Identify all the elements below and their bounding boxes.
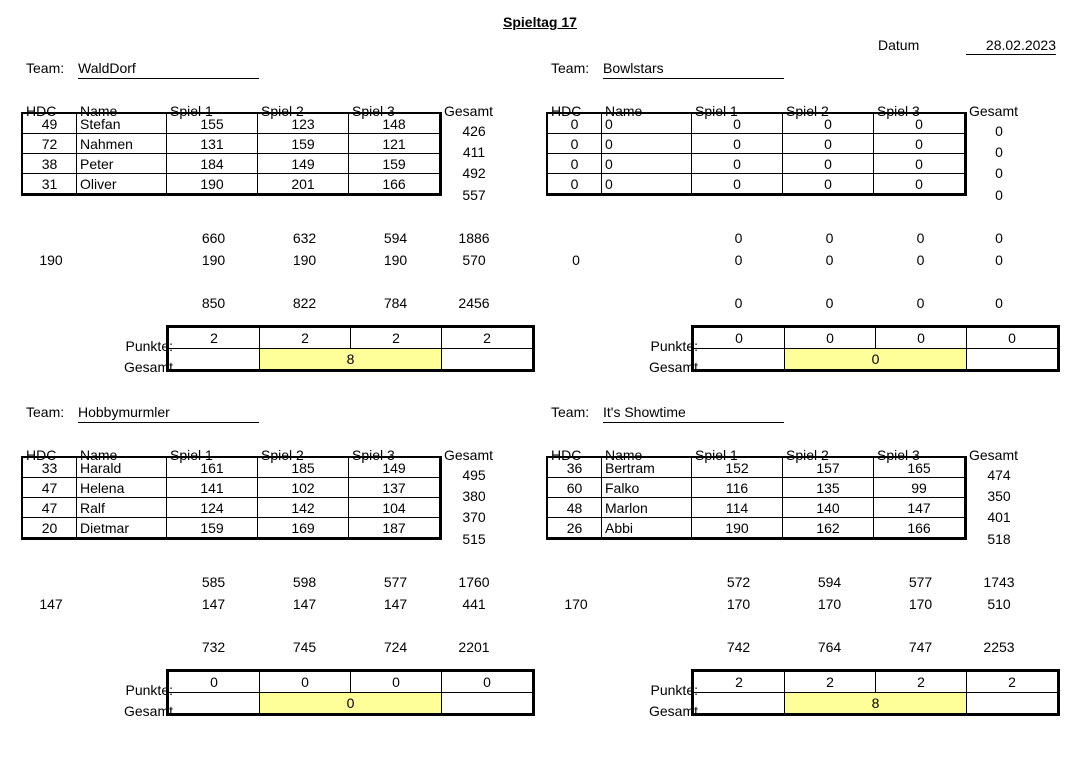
team-label: Team: — [26, 60, 65, 76]
punkte-spiel3: 2 — [351, 328, 442, 349]
player-spiel2: 201 — [258, 174, 349, 194]
col-header-spiel1: Spiel 1 — [695, 447, 738, 463]
table-row — [548, 154, 965, 174]
punkte-spiel1: 2 — [169, 328, 260, 349]
player-spiel2: 135 — [783, 478, 874, 498]
punkte-gesamt: 0 — [967, 328, 1058, 349]
table-row — [23, 114, 440, 134]
table-row — [23, 458, 440, 478]
player-total: 518 — [987, 531, 1011, 547]
col-header-name: Name — [80, 447, 118, 463]
player-spiel1: 114 — [692, 498, 783, 518]
col-header-spiel2: Spiel 2 — [786, 103, 829, 119]
player-hdc: 0 — [548, 174, 602, 194]
player-spiel2: 159 — [258, 134, 349, 154]
sum-spiel2: 0 — [825, 230, 834, 246]
hdc-total: 441 — [462, 596, 486, 612]
player-hdc: 49 — [23, 114, 77, 134]
player-spiel2: 0 — [783, 154, 874, 174]
team-name: Hobbymurmler — [78, 404, 259, 423]
col-header-spiel3: Spiel 3 — [877, 447, 920, 463]
player-total: 0 — [995, 165, 1003, 181]
final-spiel2: 0 — [825, 295, 834, 311]
player-spiel2: 157 — [783, 458, 874, 478]
player-spiel3: 147 — [874, 498, 965, 518]
player-spiel3: 0 — [874, 174, 965, 194]
player-total: 426 — [462, 123, 486, 139]
gesamt-empty-left — [169, 349, 260, 370]
col-header-spiel1: Spiel 1 — [695, 103, 738, 119]
final-spiel3: 747 — [908, 639, 933, 655]
player-name: Peter — [77, 154, 167, 174]
punkte-table — [168, 671, 533, 714]
player-hdc: 0 — [548, 154, 602, 174]
sum-spiel2: 594 — [817, 574, 842, 590]
player-spiel3: 99 — [874, 478, 965, 498]
sum-spiel2: 632 — [292, 230, 317, 246]
table-row — [548, 174, 965, 194]
player-name: 0 — [602, 114, 692, 134]
player-spiel1: 0 — [692, 114, 783, 134]
player-table — [22, 113, 440, 194]
col-header-spiel1: Spiel 1 — [170, 103, 213, 119]
player-spiel1: 184 — [167, 154, 258, 174]
player-total: 515 — [462, 531, 486, 547]
punkte-spiel3: 2 — [876, 672, 967, 693]
player-hdc: 33 — [23, 458, 77, 478]
sum-total: 1886 — [458, 230, 490, 246]
player-hdc: 36 — [548, 458, 602, 478]
punkte-label: Punkte: — [650, 338, 698, 354]
final-spiel2: 745 — [292, 639, 317, 655]
final-spiel1: 850 — [201, 295, 226, 311]
player-total: 0 — [995, 187, 1003, 203]
gesamt-row — [169, 349, 533, 370]
player-spiel3: 187 — [349, 518, 440, 538]
player-spiel2: 102 — [258, 478, 349, 498]
final-total: 2201 — [458, 639, 490, 655]
col-header-spiel3: Spiel 3 — [877, 103, 920, 119]
final-total: 0 — [995, 295, 1003, 311]
sum-spiel3: 577 — [383, 574, 408, 590]
player-spiel3: 137 — [349, 478, 440, 498]
player-total: 492 — [462, 165, 486, 181]
player-name: Oliver — [77, 174, 167, 194]
hdc-total: 570 — [462, 252, 486, 268]
player-hdc: 0 — [548, 134, 602, 154]
gesamt-punkte: 8 — [785, 693, 967, 714]
hdc-spiel1: 170 — [726, 596, 751, 612]
hdc-spiel3: 170 — [908, 596, 933, 612]
player-spiel1: 155 — [167, 114, 258, 134]
sum-spiel1: 660 — [201, 230, 226, 246]
player-total: 370 — [462, 509, 486, 525]
gesamt-label: Gesamt — [123, 359, 173, 375]
sum-spiel3: 0 — [916, 230, 925, 246]
player-name: Bertram — [602, 458, 692, 478]
player-name: 0 — [602, 174, 692, 194]
col-header-gesamt: Gesamt — [444, 447, 494, 463]
page-title: Spieltag 17 — [503, 14, 577, 30]
player-hdc: 48 — [548, 498, 602, 518]
team-label: Team: — [551, 60, 590, 76]
team-label: Team: — [551, 404, 590, 420]
player-name: Ralf — [77, 498, 167, 518]
punkte-row — [694, 672, 1058, 693]
player-name: Stefan — [77, 114, 167, 134]
punkte-spiel2: 0 — [785, 328, 876, 349]
col-header-gesamt: Gesamt — [969, 103, 1019, 119]
punkte-spiel3: 0 — [876, 328, 967, 349]
team-name: It's Showtime — [603, 404, 784, 423]
gesamt-punkte: 8 — [260, 349, 442, 370]
gesamt-row — [694, 693, 1058, 714]
sum-spiel2: 598 — [292, 574, 317, 590]
player-spiel3: 121 — [349, 134, 440, 154]
punkte-table — [693, 671, 1058, 714]
col-header-spiel2: Spiel 2 — [786, 447, 829, 463]
table-row — [548, 518, 965, 538]
player-spiel3: 0 — [874, 114, 965, 134]
player-spiel3: 165 — [874, 458, 965, 478]
player-name: Abbi — [602, 518, 692, 538]
player-spiel2: 0 — [783, 134, 874, 154]
player-hdc: 38 — [23, 154, 77, 174]
punkte-spiel1: 0 — [694, 328, 785, 349]
punkte-table — [168, 327, 533, 370]
final-spiel1: 732 — [201, 639, 226, 655]
col-header-spiel2: Spiel 2 — [261, 103, 304, 119]
hdc-spiel3: 147 — [383, 596, 408, 612]
player-name: Nahmen — [77, 134, 167, 154]
player-name: Marlon — [602, 498, 692, 518]
player-spiel3: 0 — [874, 134, 965, 154]
player-name: Harald — [77, 458, 167, 478]
sum-total: 1743 — [983, 574, 1015, 590]
player-spiel2: 149 — [258, 154, 349, 174]
player-total: 411 — [462, 144, 486, 160]
table-row — [548, 478, 965, 498]
sum-spiel3: 577 — [908, 574, 933, 590]
player-total: 474 — [987, 467, 1011, 483]
punkte-spiel3: 0 — [351, 672, 442, 693]
punkte-spiel1: 2 — [694, 672, 785, 693]
gesamt-empty-right — [442, 349, 533, 370]
player-spiel2: 140 — [783, 498, 874, 518]
player-spiel1: 159 — [167, 518, 258, 538]
col-header-spiel3: Spiel 3 — [352, 447, 395, 463]
sum-spiel3: 594 — [383, 230, 408, 246]
hdc-spiel3: 0 — [916, 252, 925, 268]
table-row — [548, 114, 965, 134]
punkte-gesamt: 2 — [442, 328, 533, 349]
datum-value: 28.02.2023 — [966, 37, 1056, 55]
player-spiel1: 0 — [692, 174, 783, 194]
player-table — [547, 113, 965, 194]
player-spiel1: 124 — [167, 498, 258, 518]
player-name: Helena — [77, 478, 167, 498]
team-block-3 — [26, 403, 556, 773]
hdc-spiel2: 170 — [817, 596, 842, 612]
table-row — [23, 478, 440, 498]
gesamt-punkte: 0 — [260, 693, 442, 714]
player-spiel2: 123 — [258, 114, 349, 134]
table-row — [23, 498, 440, 518]
punkte-row — [169, 672, 533, 693]
player-spiel2: 162 — [783, 518, 874, 538]
player-spiel3: 149 — [349, 458, 440, 478]
team-block-1 — [26, 59, 556, 429]
player-spiel1: 190 — [692, 518, 783, 538]
player-hdc: 31 — [23, 174, 77, 194]
player-spiel1: 0 — [692, 134, 783, 154]
col-header-name: Name — [80, 103, 118, 119]
punkte-spiel1: 0 — [169, 672, 260, 693]
table-row — [23, 174, 440, 194]
player-spiel3: 159 — [349, 154, 440, 174]
table-row — [23, 134, 440, 154]
player-total: 557 — [462, 187, 486, 203]
punkte-gesamt: 0 — [442, 672, 533, 693]
col-header-hdc: HDC — [26, 103, 57, 119]
player-table — [547, 457, 965, 538]
gesamt-empty-right — [967, 349, 1058, 370]
sum-spiel1: 585 — [201, 574, 226, 590]
final-spiel1: 0 — [734, 295, 743, 311]
sum-spiel1: 572 — [726, 574, 751, 590]
player-total: 0 — [995, 144, 1003, 160]
col-header-spiel1: Spiel 1 — [170, 447, 213, 463]
hdc-spiel2: 147 — [292, 596, 317, 612]
col-header-hdc: HDC — [551, 103, 582, 119]
player-hdc: 60 — [548, 478, 602, 498]
final-spiel3: 784 — [383, 295, 408, 311]
team-block-4 — [551, 403, 1081, 773]
table-row — [23, 154, 440, 174]
team-hdc: 0 — [572, 252, 580, 268]
player-spiel1: 141 — [167, 478, 258, 498]
final-spiel3: 0 — [916, 295, 925, 311]
punkte-label: Punkte: — [125, 682, 173, 698]
player-spiel1: 152 — [692, 458, 783, 478]
hdc-total: 0 — [995, 252, 1003, 268]
hdc-spiel1: 147 — [201, 596, 226, 612]
player-hdc: 72 — [23, 134, 77, 154]
player-total: 495 — [462, 467, 486, 483]
gesamt-empty-left — [169, 693, 260, 714]
datum-label: Datum — [878, 37, 920, 53]
player-hdc: 26 — [548, 518, 602, 538]
player-hdc: 47 — [23, 478, 77, 498]
player-total: 401 — [987, 509, 1011, 525]
col-header-hdc: HDC — [551, 447, 582, 463]
gesamt-label: Gesamt — [648, 703, 698, 719]
team-hdc: 190 — [39, 252, 63, 268]
final-spiel1: 742 — [726, 639, 751, 655]
player-spiel3: 104 — [349, 498, 440, 518]
gesamt-empty-right — [967, 693, 1058, 714]
hdc-total: 510 — [987, 596, 1011, 612]
col-header-name: Name — [605, 103, 643, 119]
gesamt-empty-right — [442, 693, 533, 714]
final-spiel2: 764 — [817, 639, 842, 655]
player-hdc: 20 — [23, 518, 77, 538]
col-header-gesamt: Gesamt — [969, 447, 1019, 463]
gesamt-label: Gesamt — [648, 359, 698, 375]
punkte-label: Punkte: — [650, 682, 698, 698]
player-hdc: 47 — [23, 498, 77, 518]
punkte-spiel2: 2 — [260, 328, 351, 349]
gesamt-empty-left — [694, 349, 785, 370]
table-row — [548, 498, 965, 518]
gesamt-punkte: 0 — [785, 349, 967, 370]
player-spiel2: 0 — [783, 114, 874, 134]
player-spiel2: 185 — [258, 458, 349, 478]
team-label: Team: — [26, 404, 65, 420]
col-header-spiel2: Spiel 2 — [261, 447, 304, 463]
final-spiel2: 822 — [292, 295, 317, 311]
hdc-spiel1: 190 — [201, 252, 226, 268]
hdc-spiel3: 190 — [383, 252, 408, 268]
player-total: 0 — [995, 123, 1003, 139]
player-name: Falko — [602, 478, 692, 498]
player-spiel3: 166 — [874, 518, 965, 538]
col-header-spiel3: Spiel 3 — [352, 103, 395, 119]
gesamt-row — [694, 349, 1058, 370]
team-name: Bowlstars — [603, 60, 784, 79]
player-spiel1: 116 — [692, 478, 783, 498]
player-total: 380 — [462, 488, 486, 504]
punkte-row — [169, 328, 533, 349]
player-total: 350 — [987, 488, 1011, 504]
gesamt-row — [169, 693, 533, 714]
final-spiel3: 724 — [383, 639, 408, 655]
player-spiel3: 0 — [874, 154, 965, 174]
punkte-row — [694, 328, 1058, 349]
final-total: 2253 — [983, 639, 1015, 655]
table-row — [548, 134, 965, 154]
table-row — [23, 518, 440, 538]
team-block-2 — [551, 59, 1081, 429]
player-name: 0 — [602, 134, 692, 154]
player-spiel2: 169 — [258, 518, 349, 538]
final-total: 2456 — [458, 295, 490, 311]
player-spiel1: 0 — [692, 154, 783, 174]
player-spiel2: 0 — [783, 174, 874, 194]
player-spiel1: 161 — [167, 458, 258, 478]
player-spiel2: 142 — [258, 498, 349, 518]
player-spiel3: 148 — [349, 114, 440, 134]
punkte-spiel2: 2 — [785, 672, 876, 693]
player-spiel1: 131 — [167, 134, 258, 154]
player-name: 0 — [602, 154, 692, 174]
hdc-spiel2: 0 — [825, 252, 834, 268]
punkte-spiel2: 0 — [260, 672, 351, 693]
player-spiel1: 190 — [167, 174, 258, 194]
player-name: Dietmar — [77, 518, 167, 538]
sum-total: 0 — [995, 230, 1003, 246]
gesamt-empty-left — [694, 693, 785, 714]
col-header-hdc: HDC — [26, 447, 57, 463]
team-hdc: 147 — [39, 596, 63, 612]
punkte-label: Punkte: — [125, 338, 173, 354]
punkte-gesamt: 2 — [967, 672, 1058, 693]
player-spiel3: 166 — [349, 174, 440, 194]
table-row — [548, 458, 965, 478]
sum-spiel1: 0 — [734, 230, 743, 246]
col-header-name: Name — [605, 447, 643, 463]
punkte-table — [693, 327, 1058, 370]
player-table — [22, 457, 440, 538]
hdc-spiel1: 0 — [734, 252, 743, 268]
col-header-gesamt: Gesamt — [444, 103, 494, 119]
team-hdc: 170 — [564, 596, 588, 612]
player-hdc: 0 — [548, 114, 602, 134]
sum-total: 1760 — [458, 574, 490, 590]
hdc-spiel2: 190 — [292, 252, 317, 268]
team-name: WaldDorf — [78, 60, 259, 79]
gesamt-label: Gesamt — [123, 703, 173, 719]
